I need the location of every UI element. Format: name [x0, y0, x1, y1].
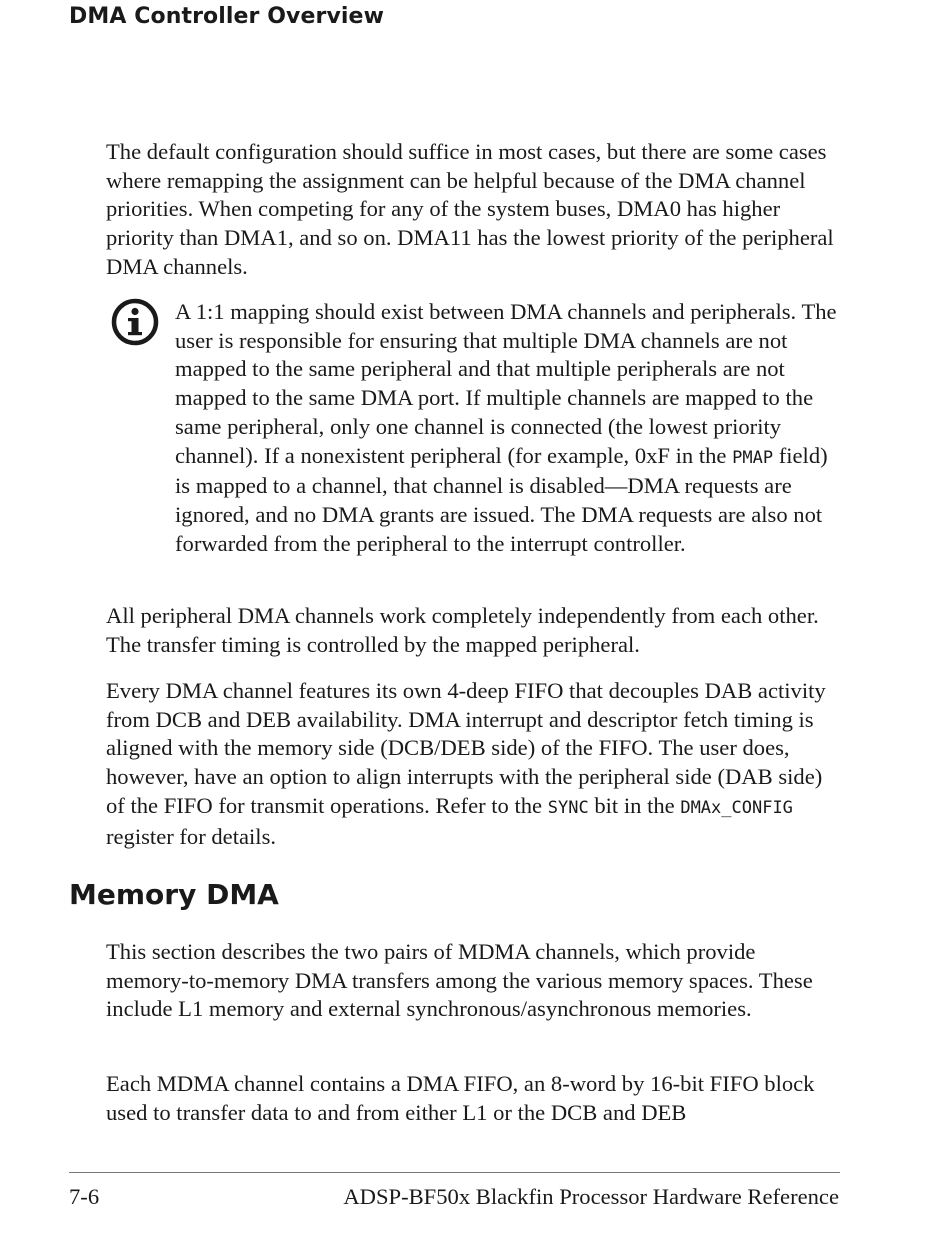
fifo-text-part3: register for details. [106, 823, 277, 849]
code-dmax-config: DMAx_CONFIG [680, 797, 793, 818]
note-paragraph [175, 298, 839, 558]
paragraph-channel-priorities: The default configuration should suffice in most cases, but there are some cases where remapping the assignment can be helpful because of the DMA channel priorities. When competing for any of the system buses, DMA0 has higher priority than DMA1, and so on. DMA11 has the lowest priority of the peripheral DMA channels. [106, 139, 834, 279]
running-header-title: DMA Controller Overview [69, 4, 384, 29]
info-icon [111, 298, 159, 346]
paragraph-mdma-fifo: Each MDMA channel contains a DMA FIFO, an 8-word by 16-bit FIFO block used to transfer data to and from either L1 or the DCB and DEB [106, 1071, 815, 1125]
fifo-text-part2: bit in the [588, 792, 681, 818]
paragraph-fifo [106, 677, 838, 851]
code-pmap: PMAP [732, 447, 774, 468]
note-text-part2: field) is mapped to a channel, that channel is disabled—DMA requests are ignored, and no DMA grants are issued. The DMA requests are also not forwarded from the peripheral to the interrupt controller. [175, 442, 828, 556]
code-sync: SYNC [547, 797, 589, 818]
fifo-text-part1: Every DMA channel features its own 4-deep FIFO that decouples DAB activity from DCB and DEB availability. DMA interrupt and descriptor fetch timing is aligned with the memory side (DCB/DEB side) of the FIFO. The user does, however, have an option to align interrupts with the peripheral side (DAB side) of the FIFO for transmit operations. Refer to the [106, 678, 826, 818]
note-text-part1: A 1:1 mapping should exist between DMA channels and peripherals. The user is responsible for ensuring that multiple DMA channels are not mapped to the same peripheral and that multiple peripherals are not mapped to the same DMA port. If multiple channels are mapped to the same peripheral, only one channel is connected (the lowest priority channel). If a nonexistent peripheral (for example, 0xF in the [175, 299, 837, 468]
footer-book-title: ADSP-BF50x Blackfin Processor Hardware Reference [343, 1184, 839, 1209]
section-heading-memory-dma: Memory DMA [69, 878, 279, 911]
footer-page-number: 7-6 [69, 1184, 100, 1209]
paragraph-independent-channels: All peripheral DMA channels work completely independently from each other. The transfer timing is controlled by the mapped peripheral. [106, 603, 819, 657]
footer-divider [69, 1172, 840, 1173]
paragraph-mdma-description: This section describes the two pairs of MDMA channels, which provide memory-to-memory DMA transfers among the various memory spaces. These include L1 memory and external synchronous/asynchronous memories. [106, 939, 813, 1022]
